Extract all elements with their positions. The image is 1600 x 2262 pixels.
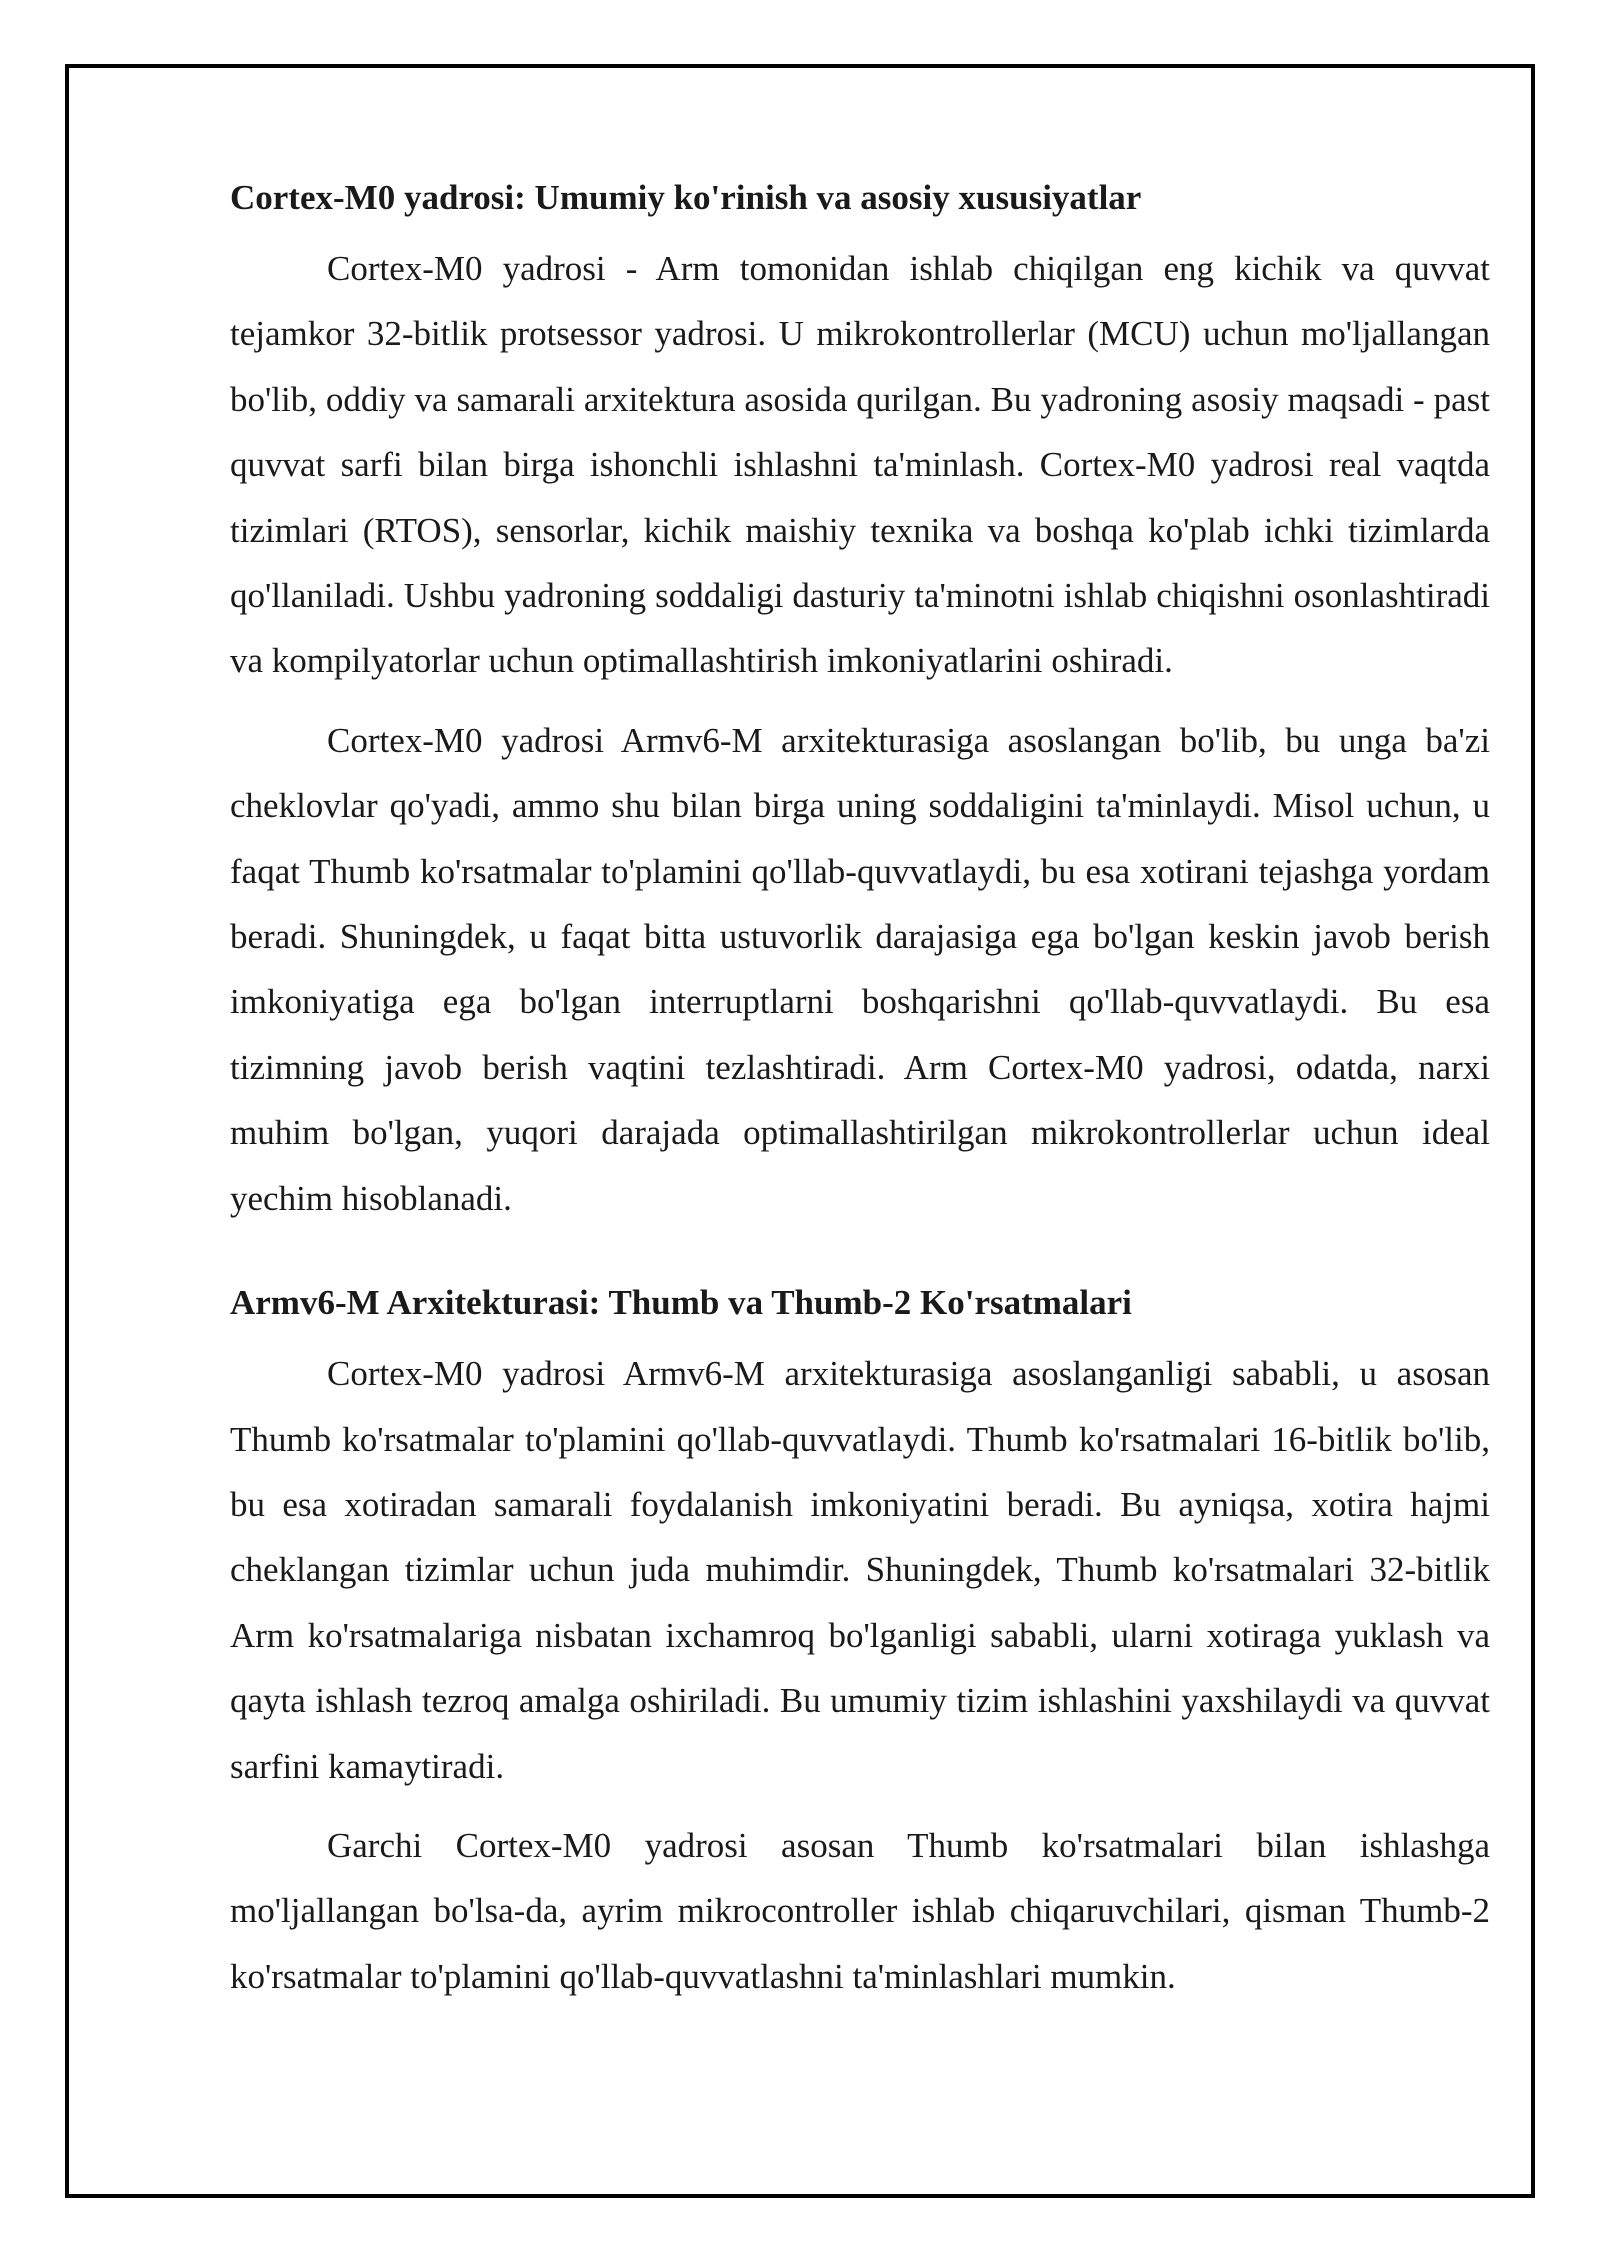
section-armv6m-architecture xyxy=(230,1275,1490,2009)
section-heading: Armv6-M Arxitekturasi: Thumb va Thumb-2 Ko'rsatmalari xyxy=(230,1283,1132,1323)
body-paragraph: Cortex-M0 yadrosi Armv6-M arxitekturasiga asoslangan bo'lib, bu unga ba'zi cheklovlar qo'yadi, ammo shu bilan birga uning soddaligini ta'minlaydi. Misol uchun, u faqat Thumb ko'rsatmalar to'plamini qo'llab-quvvatlaydi, bu esa xotirani tejashga yordam beradi. Shuningdek, u faqat bitta ustuvorlik darajasiga ega bo'lgan keskin javob berish imkoniyatiga ega bo'lgan interruptlarni boshqarishni qo'llab-quvvatlaydi. Bu esa tizimning javob berish vaqtini tezlashtiradi. Arm Cortex-M0 yadrosi, odatda, narxi muhim bo'lgan, yuqori darajada optimallashtirilgan mikrokontrollerlar uchun ideal yechim hisoblanadi. xyxy=(230,720,1490,1218)
document-body xyxy=(230,170,1490,2023)
body-paragraph: Garchi Cortex-M0 yadrosi asosan Thumb ko'rsatmalari bilan ishlashga mo'ljallangan bo'lsa-da, ayrim mikrocontroller ishlab chiqaruvchilari, qisman Thumb-2 ko'rsatmalar to'plamini qo'llab-quvvatlashni ta'minlashlari mumkin. xyxy=(230,1825,1490,1996)
body-paragraph: Cortex-M0 yadrosi Armv6-M arxitekturasiga asoslanganligi sababli, u asosan Thumb ko'rsatmalar to'plamini qo'llab-quvvatlaydi. Thumb ko'rsatmalari 16-bitlik bo'lib, bu esa xotiradan samarali foydalanish imkoniyatini beradi. Bu ayniqsa, xotira hajmi cheklangan tizimlar uchun juda muhimdir. Shuningdek, Thumb ko'rsatmalari 32-bitlik Arm ko'rsatmalariga nisbatan ixchamroq bo'lganligi sababli, ularni xotiraga yuklash va qayta ishlash tezroq amalga oshiriladi. Bu umumiy tizim ishlashini yaxshilaydi va quvvat sarfini kamaytiradi. xyxy=(230,1354,1490,1786)
section-cortex-m0-overview xyxy=(230,170,1490,1231)
section-heading: Cortex-M0 yadrosi: Umumiy ko'rinish va asosiy xususiyatlar xyxy=(230,178,1142,217)
body-paragraph: Cortex-M0 yadrosi - Arm tomonidan ishlab chiqilgan eng kichik va quvvat tejamkor 32-bitlik protsessor yadrosi. U mikrokontrollerlar (MCU) uchun mo'ljallangan bo'lib, oddiy va samarali arxitektura asosida qurilgan. Bu yadroning asosiy maqsadi - past quvvat sarfi bilan birga ishonchli ishlashni ta'minlash. Cortex-M0 yadrosi real vaqtda tizimlari (RTOS), sensorlar, kichik maishiy texnika va boshqa ko'plab ichki tizimlarda qo'llaniladi. Ushbu yadroning soddaligi dasturiy ta'minotni ishlab chiqishni osonlashtiradi va kompilyatorlar uchun optimallashtirish imkoniyatlarini oshiradi. xyxy=(230,249,1490,681)
